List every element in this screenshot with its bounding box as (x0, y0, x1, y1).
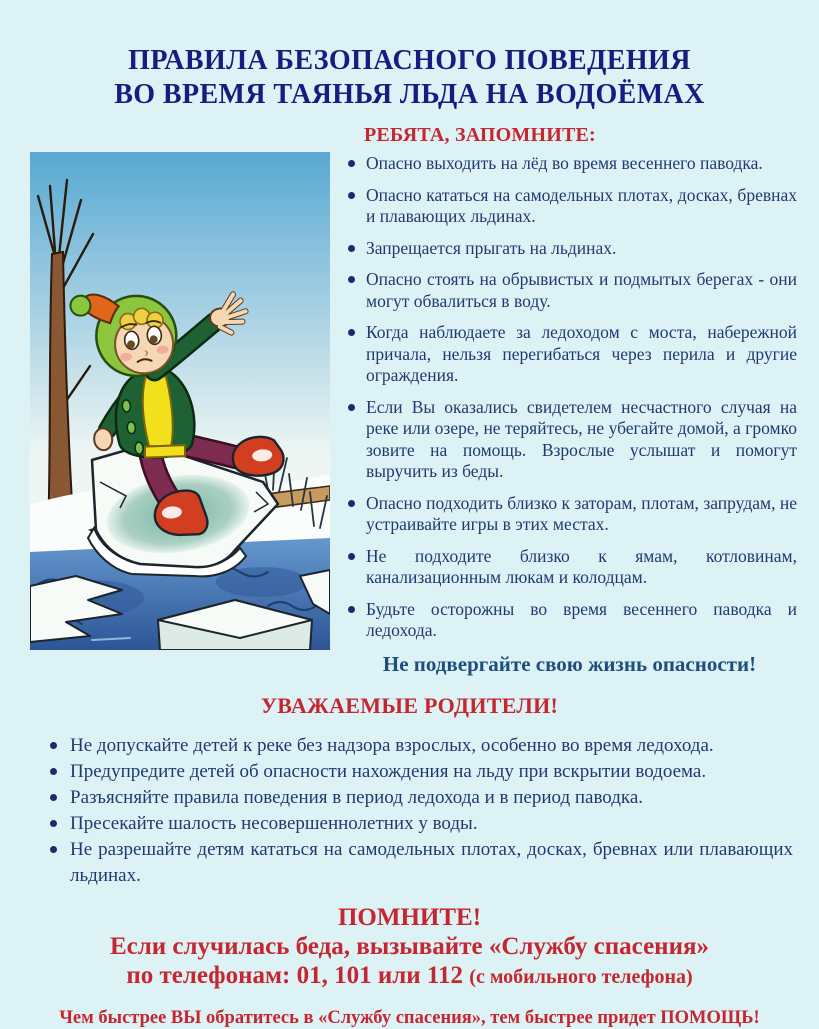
parents-rules-list (44, 733, 793, 889)
kids-warning-line: Не подвергайте свою жизнь опасности! (382, 651, 757, 676)
page-title-line1: ПРАВИЛА БЕЗОПАСНОГО ПОВЕДЕНИЯ (128, 45, 691, 76)
parents-section (0, 693, 819, 889)
illustration-child-on-ice-floe (30, 152, 330, 650)
list-item-text: Будьте осторожны во время весеннего паводка и ледохода. (366, 598, 797, 640)
reminder-line1: Если случилась беда, вызывайте «Службу спасения» (109, 932, 710, 960)
list-item (342, 546, 797, 589)
list-item-text: Разъясняйте правила поведения в период ледохода и в период паводка. (70, 786, 644, 808)
list-item (342, 238, 797, 260)
bullet-dot (50, 846, 57, 853)
list-item (44, 837, 793, 889)
list-item (342, 397, 797, 483)
kids-rules-list (342, 153, 797, 642)
bullet-dot (348, 329, 355, 336)
list-item (342, 493, 797, 536)
list-item-text: Не допускайте детей к реке без надзора взрослых, особенно во время ледохода. (70, 734, 714, 756)
list-item-text: Пресекайте шалость несовершеннолетних у воды. (70, 812, 478, 834)
bullet-dot (348, 245, 355, 252)
list-item-text: Не разрешайте детям кататься на самодельных плотах, досках, бревнах или плавающих льдинах. (70, 838, 793, 886)
list-item-text: Предупредите детей об опасности нахождения на льду при вскрытии водоема. (70, 760, 707, 782)
list-item (44, 759, 793, 785)
list-item (342, 153, 797, 175)
list-item-text: Опасно выходить на лёд во время весеннего паводка. (366, 153, 763, 173)
list-item-text: Опасно подходить близко к заторам, плотам, запрудам, не устраивайте игры в этих местах. (366, 492, 797, 534)
bullet-dot (348, 160, 355, 167)
list-item-text: Опасно стоять на обрывистых и подмытых берегах - они могут обвалиться в воду. (366, 269, 797, 311)
main-content (0, 124, 819, 677)
bullet-dot (348, 553, 355, 560)
mobile-note: (с мобильного телефона) (469, 965, 693, 988)
bullet-dot (50, 794, 57, 801)
bullet-dot (50, 768, 57, 775)
list-item (44, 785, 793, 811)
kids-section (342, 124, 797, 677)
footer-warning-line: Чем быстрее ВЫ обратитесь в «Службу спасения», тем быстрее придет ПОМОЩЬ! (59, 1007, 760, 1028)
emergency-phones: по телефонам: 01, 101 или 112 (126, 961, 470, 989)
list-item-text: Не подходите близко к ямам, котловинам, канализационным люкам и колодцам. (366, 545, 797, 587)
bullet-dot (348, 404, 355, 411)
list-item-text: Если Вы оказались свидетелем несчастного случая на реке или озере, не теряйтесь, не убегайте домой, а громко зовите на помощь. Взрослые услышат и помогут выручить из беды. (366, 396, 797, 481)
list-item (342, 269, 797, 312)
page-title (0, 0, 819, 112)
bullet-dot (348, 276, 355, 283)
bullet-dot (50, 820, 57, 827)
illustration-container (30, 152, 330, 650)
reminder-line2 (0, 961, 819, 992)
list-item (44, 733, 793, 759)
kids-heading: РЕБЯТА, ЗАПОМНИТЕ: (364, 124, 596, 146)
list-item (342, 599, 797, 642)
page-title-line2: ВО ВРЕМЯ ТАЯНЬЯ ЛЬДА НА ВОДОЁМАХ (114, 79, 705, 110)
bullet-dot (50, 742, 57, 749)
list-item-text: Когда наблюдаете за ледоходом с моста, набережной причала, нельзя перегибаться через перила и другие ограждения. (366, 322, 797, 385)
reminder-heading: ПОМНИТЕ! (337, 903, 482, 931)
bullet-dot (348, 192, 355, 199)
list-item (342, 322, 797, 387)
hat-pompom (70, 295, 92, 317)
bullet-dot (348, 500, 355, 507)
emergency-reminder (0, 903, 819, 992)
bullet-dot (348, 606, 355, 613)
list-item-text: Запрещается прыгать на льдинах. (366, 237, 617, 258)
list-item-text: Опасно кататься на самодельных плотах, досках, бревнах и плавающих льдинах. (366, 184, 797, 226)
parents-heading: УВАЖАЕМЫЕ РОДИТЕЛИ! (260, 692, 559, 718)
list-item (44, 811, 793, 837)
list-item (342, 185, 797, 228)
